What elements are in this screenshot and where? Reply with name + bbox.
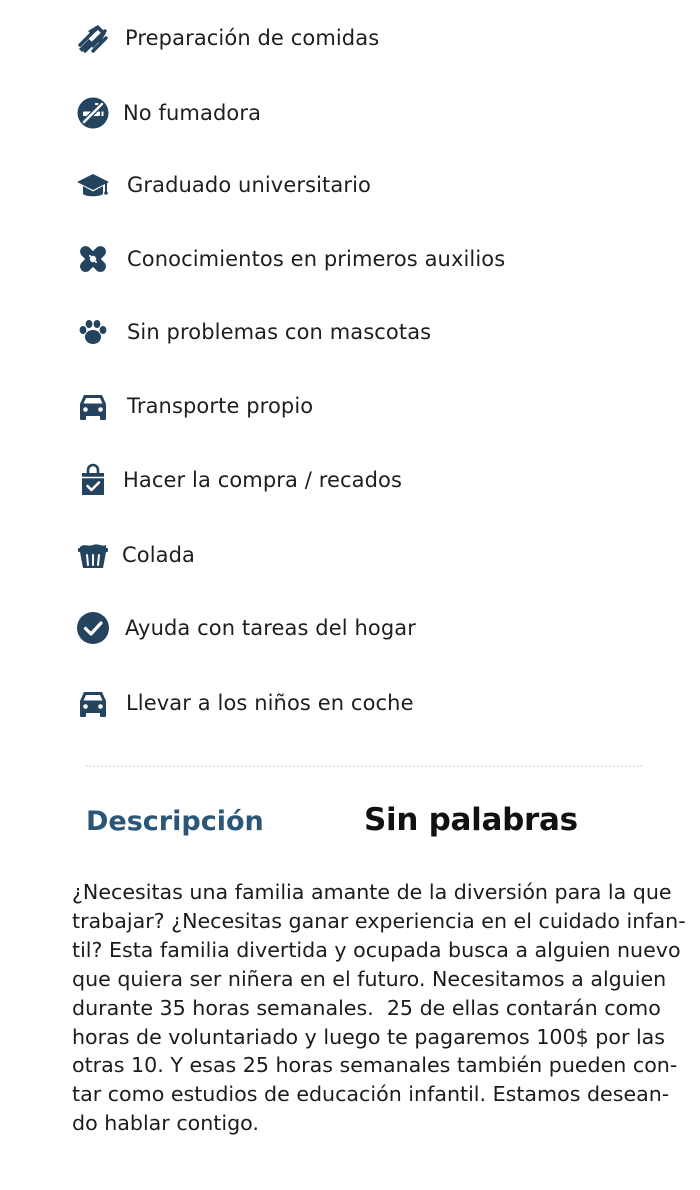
skill-label: Colada [122, 543, 196, 567]
skill-drive-children [74, 683, 414, 723]
shopping-bag-check-icon [74, 461, 112, 499]
car-icon [74, 387, 112, 425]
description-title: Sin palabras [364, 802, 578, 838]
skill-household-chores [74, 608, 416, 648]
bandage-icon [74, 240, 112, 278]
description-tab[interactable]: Descripción [86, 806, 264, 837]
car-icon [74, 684, 112, 722]
skill-label: Llevar a los niños en coche [126, 691, 414, 715]
description-line: do hablar contigo. [72, 1111, 259, 1136]
laundry-basket-icon [74, 536, 112, 574]
utensils-icon [74, 19, 112, 57]
graduation-cap-icon [74, 166, 112, 204]
skill-laundry [74, 535, 195, 575]
skill-first-aid [74, 239, 505, 279]
skill-non-smoker [74, 93, 261, 133]
description-line: horas de voluntariado y luego te pagaremos 100$ por las [72, 1024, 666, 1049]
skill-label: Hacer la compra / recados [123, 468, 403, 492]
description-line: tar como estudios de educación infantil. Estamos desean- [72, 1082, 670, 1107]
paw-icon [74, 313, 112, 351]
description-line: otras 10. Y esas 25 horas semanales también pueden con- [72, 1053, 678, 1078]
skill-label: Graduado universitario [127, 173, 371, 197]
skill-shopping-errands [74, 460, 402, 500]
skill-label: Ayuda con tareas del hogar [125, 616, 416, 640]
skill-label: Conocimientos en primeros auxilios [127, 247, 506, 271]
skill-label: Preparación de comidas [125, 26, 380, 50]
no-smoking-icon [74, 94, 112, 132]
description-line: til? Esta familia divertida y ocupada busca a alguien nuevo [72, 937, 681, 962]
description-line: que quiera ser niñera en el futuro. Necesitamos a alguien [72, 966, 667, 991]
skill-pets-ok [74, 312, 431, 352]
skill-meal-prep [74, 18, 379, 58]
description-line: durante 35 horas semanales. 25 de ellas contarán como [72, 995, 661, 1020]
skill-label: Transporte propio [127, 394, 314, 418]
section-divider [86, 765, 642, 767]
skill-label: Sin problemas con mascotas [127, 320, 432, 344]
skill-label: No fumadora [123, 101, 262, 125]
check-circle-icon [74, 609, 112, 647]
description-line: trabajar? ¿Necesitas ganar experiencia en el cuidado infan- [72, 908, 686, 933]
description-line: ¿Necesitas una familia amante de la diversión para la que [72, 880, 672, 904]
description-body [72, 878, 686, 1138]
skill-university-graduate [74, 165, 371, 205]
skill-own-transport [74, 386, 313, 426]
